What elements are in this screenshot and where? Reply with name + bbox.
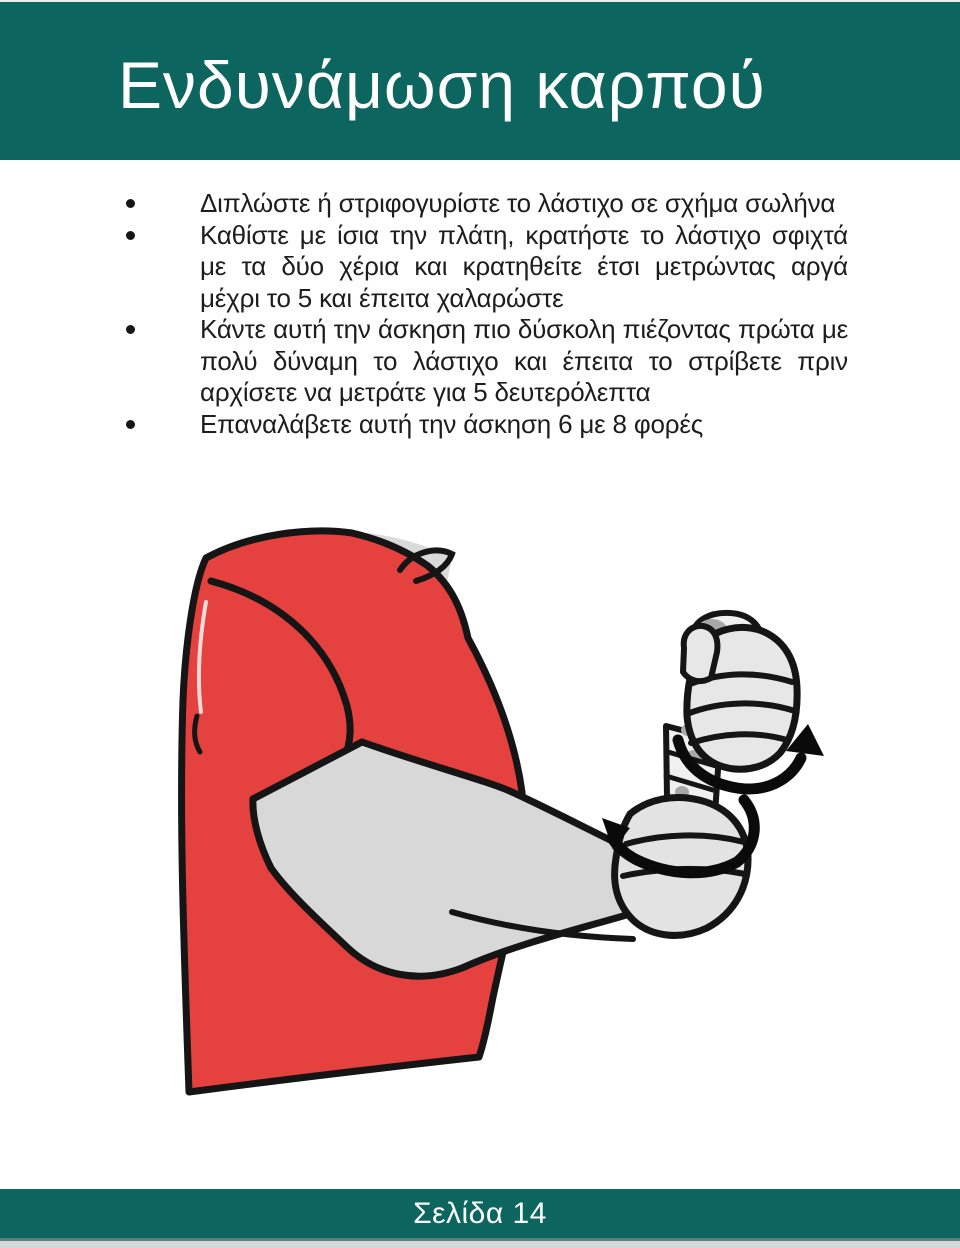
thumb-shape [683,626,717,681]
header-banner [0,2,960,160]
page-title: Ενδυνάμωση καρπού [118,48,766,122]
page-bottom-strip [0,1241,960,1248]
list-item: Επαναλάβετε αυτή την άσκηση 6 με 8 φορές [124,409,848,441]
instruction-list [124,188,848,440]
list-item: Καθίστε με ίσια την πλάτη, κρατήστε το λάστιχο σφιχτά με τα δύο χέρια και κρατηθείτε έτσι μετρώντας αργά μέχρι το 5 και έπειτα χαλαρώστε [124,220,848,315]
page-number-label: Σελίδα 14 [413,1197,547,1230]
footer-band [0,1189,960,1238]
list-item: Διπλώστε ή στριφογυρίστε το λάστιχο σε σχήμα σωλήνα [124,188,848,220]
wrist-exercise-illustration [150,515,850,1115]
list-item: Κάντε αυτή την άσκηση πιο δύσκολη πιέζοντας πρώτα με πολύ δύναμη το λάστιχο και έπειτα το στρίβετε πριν αρχίσετε να μετράτε για 5 δευτερόλεπτα [124,314,848,409]
